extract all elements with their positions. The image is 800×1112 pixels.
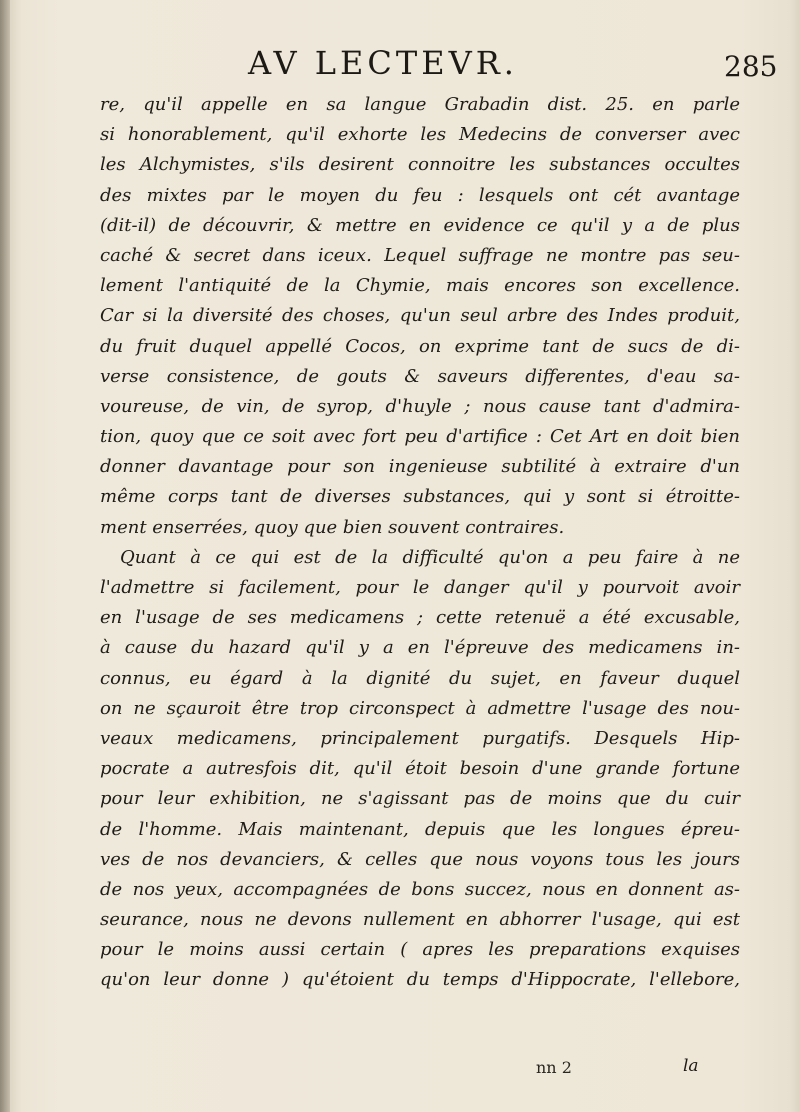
text-line: pour leur exhibition, ne s'agissant pas de moins que du cuir xyxy=(100,788,740,810)
text-line: à cause du hazard qu'il y a en l'épreuve des medicamens in- xyxy=(100,637,740,659)
signature-mark: nn 2 xyxy=(536,1058,572,1077)
text-line: même corps tant de diverses substances, qui y sont si étroitte- xyxy=(100,486,740,508)
text-line: du fruit duquel appellé Cocos, on exprime tant de sucs de di- xyxy=(100,335,740,357)
text-line: si honorablement, qu'il exhorte les Medecins de converser avec xyxy=(100,124,740,146)
text-line: voureuse, de vin, de syrop, d'huyle ; nous cause tant d'admira- xyxy=(100,395,740,417)
text-line: les Alchymistes, s'ils desirent connoitre les substances occultes xyxy=(100,154,740,176)
text-line: ves de nos devanciers, & celles que nous voyons tous les jours xyxy=(100,848,740,870)
text-line: pour le moins aussi certain ( apres les preparations exquises xyxy=(100,939,740,961)
text-line: re, qu'il appelle en sa langue Grabadin dist. 25. en parle xyxy=(100,94,740,115)
text-line: donner davantage pour son ingenieuse subtilité à extraire d'un xyxy=(100,456,740,478)
text-line: connus, eu égard à la dignité du sujet, en faveur duquel xyxy=(100,667,740,689)
text-line: seurance, nous ne devons nullement en abhorrer l'usage, qui est xyxy=(100,909,740,931)
page-footer xyxy=(0,1058,800,1088)
text-line: des mixtes par le moyen du feu : lesquels ont cét avantage xyxy=(100,184,740,206)
text-line: de l'homme. Mais maintenant, depuis que les longues épreu- xyxy=(100,818,740,840)
page-number: 285 xyxy=(724,50,778,83)
running-head xyxy=(0,38,800,88)
running-title: AV LECTEVR. xyxy=(248,44,518,82)
text-line: (dit-il) de découvrir, & mettre en evidence ce qu'il y a de plus xyxy=(100,214,740,236)
text-line: l'admettre si facilement, pour le danger qu'il y pourvoit avoir xyxy=(100,577,740,598)
catchword: la xyxy=(683,1056,699,1076)
text-line: Car si la diversité des choses, qu'un seul arbre des Indes produit, xyxy=(100,305,740,327)
text-line: qu'on leur donne ) qu'étoient du temps d'Hippocrate, l'ellebore, xyxy=(100,969,740,991)
text-line: pocrate a autresfois dit, qu'il étoit besoin d'une grande fortune xyxy=(100,758,740,780)
text-line: lement l'antiquité de la Chymie, mais encores son excellence. xyxy=(100,275,740,297)
book-gutter xyxy=(0,0,10,1112)
text-line: de nos yeux, accompagnées de bons succez, nous en donnent as- xyxy=(100,878,740,900)
text-line: on ne sçauroit être trop circonspect à admettre l'usage des nou- xyxy=(100,697,740,719)
text-line: en l'usage de ses medicamens ; cette retenuë a été excusable, xyxy=(100,607,740,629)
text-line: veaux medicamens, principalement purgatifs. Desquels Hip- xyxy=(100,727,740,749)
text-line: verse consistence, de gouts & saveurs differentes, d'eau sa- xyxy=(100,365,740,387)
text-line: ment enserrées, quoy que bien souvent contraires. xyxy=(100,516,565,538)
text-line: tion, quoy que ce soit avec fort peu d'artifice : Cet Art en doit bien xyxy=(100,426,740,448)
text-line: caché & secret dans iceux. Lequel suffrage ne montre pas seu- xyxy=(100,244,740,266)
body-text xyxy=(100,90,740,996)
text-line: Quant à ce qui est de la difficulté qu'on a peu faire à ne xyxy=(120,546,740,568)
